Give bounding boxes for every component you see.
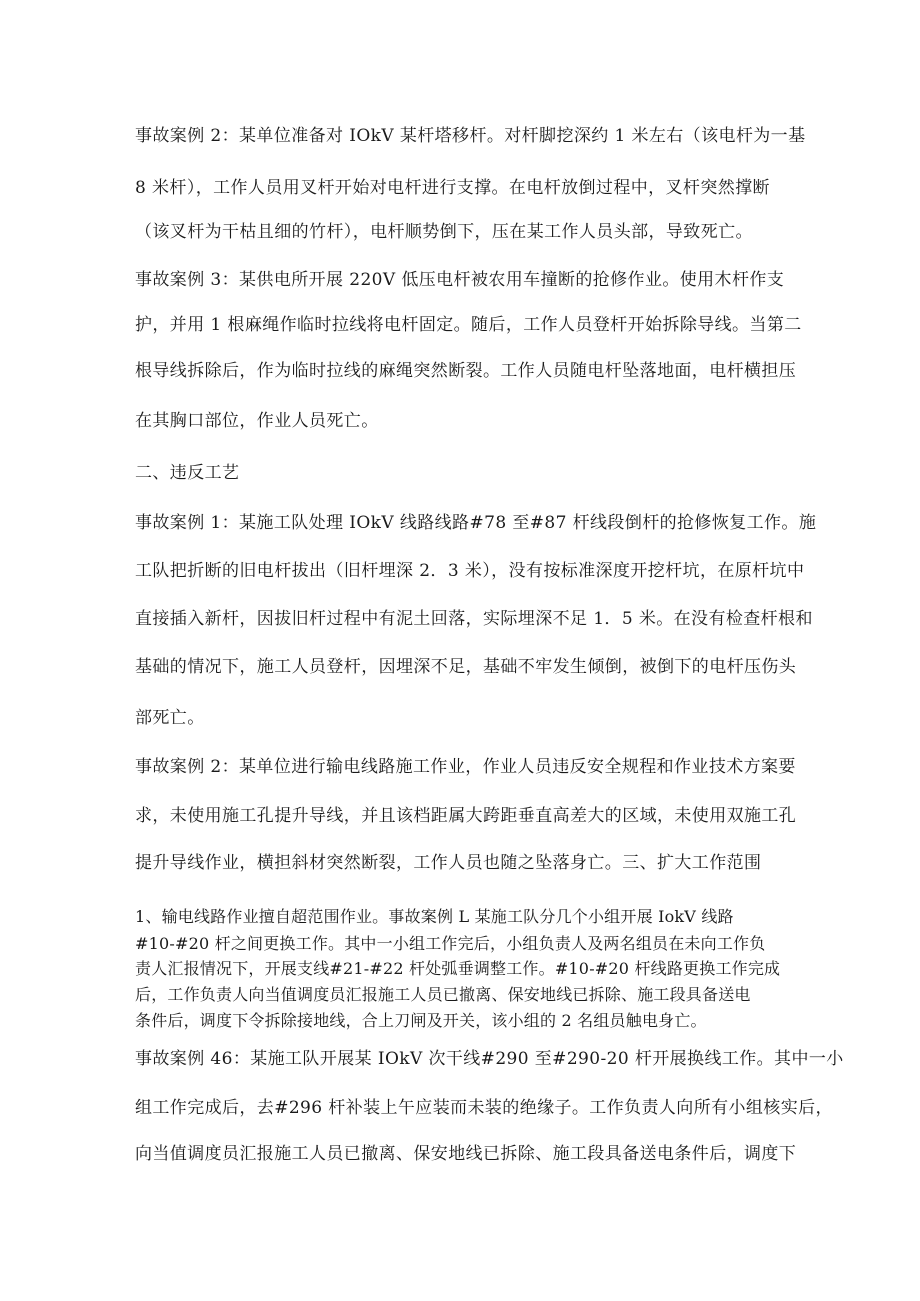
text-line: 组工作完成后，去#296 杆补装上午应装而未装的绝缘子。工作负责人向所有小组核实后， [135, 1098, 833, 1118]
text-line: 事故案例 46：某施工队开展某 IOkV 次干线#290 至#290-20 杆开展换线工作。其中一小 [135, 1049, 844, 1069]
text-line: 事故案例 3：某供电所开展 220V 低压电杆被农用车撞断的抢修作业。使用木杆作支 [135, 270, 785, 290]
text-line: 工队把折断的旧电杆拔出（旧杆埋深 2．3 米），没有按标准深度开挖杆坑，在原杆坑中 [135, 561, 805, 581]
section-heading: 二、违反工艺 [135, 463, 240, 483]
text-line: 后，工作负责人向当值调度员汇报施工人员已撤离、保安地线已拆除、施工段具备送电 [135, 985, 751, 1004]
text-line: 责人汇报情况下，开展支线#21-#22 杆处弧垂调整工作。#10-#20 杆线路更换工作完成 [135, 959, 781, 978]
text-line: 向当值调度员汇报施工人员已撤离、保安地线已拆除、施工段具备送电条件后，调度下 [135, 1144, 797, 1164]
text-line: 8 米杆），工作人员用叉杆开始对电杆进行支撑。在电杆放倒过程中，叉杆突然撑断 [135, 178, 770, 198]
text-line: 部死亡。 [135, 708, 205, 728]
text-line: 在其胸口部位，作业人员死亡。 [135, 411, 379, 431]
text-line: （该叉杆为干枯且细的竹杆），电杆顺势倒下，压在某工作人员头部，导致死亡。 [135, 222, 753, 242]
text-line: 提升导线作业，横担斜材突然断裂，工作人员也随之坠落身亡。三、扩大工作范围 [135, 853, 762, 873]
text-line: #10-#20 杆之间更换工作。其中一小组工作完后，小组负责人及两名组员在未向工作负 [135, 934, 766, 953]
text-line: 直接插入新杆，因拔旧杆过程中有泥土回落，实际埋深不足 1．5 米。在没有检查杆根和 [135, 609, 813, 629]
text-line: 基础的情况下，施工人员登杆，因埋深不足，基础不牢发生倾倒，被倒下的电杆压伤头 [135, 657, 797, 677]
text-line: 护，并用 1 根麻绳作临时拉线将电杆固定。随后，工作人员登杆开始拆除导线。当第二 [135, 315, 802, 335]
text-line: 事故案例 1：某施工队处理 IOkV 线路线路#78 至#87 杆线段倒杆的抢修恢复工作。施 [135, 513, 817, 533]
text-line: 求，未使用施工孔提升导线，并且该档距属大跨距垂直高差大的区域，未使用双施工孔 [135, 806, 797, 826]
text-line: 根导线拆除后，作为临时拉线的麻绳突然断裂。工作人员随电杆坠落地面，电杆横担压 [135, 361, 797, 381]
text-line: 事故案例 2：某单位进行输电线路施工作业，作业人员违反安全规程和作业技术方案要 [135, 757, 796, 777]
text-line: 事故案例 2：某单位准备对 IOkV 某杆塔移杆。对杆脚挖深约 1 米左右（该电杆为一基 [135, 126, 806, 146]
text-line: 1、输电线路作业擅自超范围作业。事故案例 L 某施工队分几个小组开展 IokV 线路 [135, 907, 734, 926]
text-line: 条件后，调度下令拆除接地线，合上刀闸及开关，该小组的 2 名组员触电身亡。 [135, 1011, 707, 1030]
